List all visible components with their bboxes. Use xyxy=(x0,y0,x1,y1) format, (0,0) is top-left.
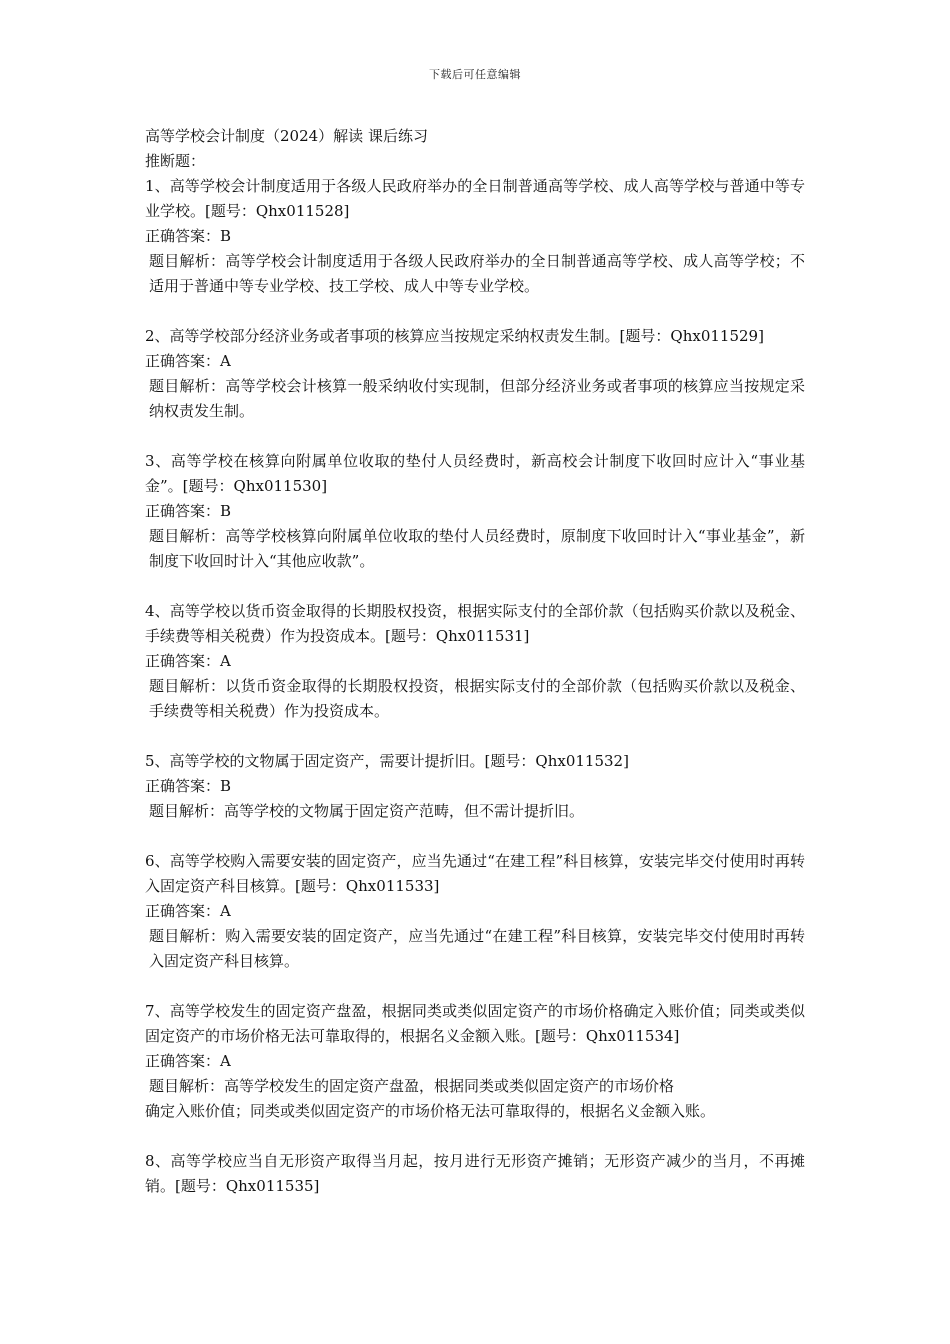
answer-text: 正确答案：A xyxy=(145,902,231,920)
analysis-text: 题目解析：以货币资金取得的长期股权投资，根据实际支付的全部价款（包括购买价款以及税金、手续费等相关税费）作为投资成本。 xyxy=(149,677,805,720)
document-title: 高等学校会计制度（2024）解读 课后练习 xyxy=(145,127,428,145)
question-text: 2、高等学校部分经济业务或者事项的核算应当按规定采纳权责发生制。[题号：Qhx011529] xyxy=(145,327,764,345)
analysis-text: 题目解析：高等学校会计核算一般采纳收付实现制，但部分经济业务或者事项的核算应当按规定采纳权责发生制。 xyxy=(149,377,805,420)
analysis-text: 题目解析：高等学校的文物属于固定资产范畴，但不需计提折旧。 xyxy=(149,802,585,820)
question-text: 5、高等学校的文物属于固定资产，需要计提折旧。[题号：Qhx011532] xyxy=(145,752,629,770)
question-item-6 xyxy=(145,849,805,974)
page-header: 下载后可任意编辑 xyxy=(429,68,521,81)
question-text: 6、高等学校购入需要安装的固定资产，应当先通过“在建工程”科目核算，安装完毕交付使用时再转入固定资产科目核算。[题号：Qhx011533] xyxy=(145,852,805,895)
answer-text: 正确答案：B xyxy=(145,777,232,795)
question-item-3 xyxy=(145,449,805,574)
question-text: 4、高等学校以货币资金取得的长期股权投资，根据实际支付的全部价款（包括购买价款以及税金、手续费等相关税费）作为投资成本。[题号：Qhx011531] xyxy=(145,602,805,645)
analysis-text: 题目解析：高等学校核算向附属单位收取的垫付人员经费时，原制度下收回时计入“事业基金”，新制度下收回时计入“其他应收款”。 xyxy=(149,527,805,570)
question-item-4 xyxy=(145,599,805,724)
document-body xyxy=(145,124,805,1224)
question-item-5 xyxy=(145,749,805,824)
question-text: 8、高等学校应当自无形资产取得当月起，按月进行无形资产摊销；无形资产减少的当月，不再摊销。[题号：Qhx011535] xyxy=(145,1152,805,1195)
answer-text: 正确答案：A xyxy=(145,352,231,370)
section-heading: 推断题： xyxy=(145,152,206,170)
question-item-1 xyxy=(145,174,805,299)
question-text: 1、高等学校会计制度适用于各级人民政府举办的全日制普通高等学校、成人高等学校与普通中等专业学校。[题号：Qhx011528] xyxy=(145,177,805,220)
question-item-8 xyxy=(145,1149,805,1199)
answer-text: 正确答案：B xyxy=(145,227,232,245)
answer-text: 正确答案：A xyxy=(145,652,231,670)
answer-text: 正确答案：B xyxy=(145,502,232,520)
question-text: 3、高等学校在核算向附属单位收取的垫付人员经费时，新高校会计制度下收回时应计入“事业基金”。[题号：Qhx011530] xyxy=(145,452,805,495)
question-text: 7、高等学校发生的固定资产盘盈，根据同类或类似固定资产的市场价格确定入账价值；同类或类似固定资产的市场价格无法可靠取得的，根据名义金额入账。[题号：Qhx011534] xyxy=(145,1002,805,1045)
analysis-text: 题目解析：购入需要安装的固定资产，应当先通过“在建工程”科目核算，安装完毕交付使用时再转入固定资产科目核算。 xyxy=(149,927,805,970)
analysis-text: 题目解析：高等学校会计制度适用于各级人民政府举办的全日制普通高等学校、成人高等学校；不适用于普通中等专业学校、技工学校、成人中等专业学校。 xyxy=(149,252,805,295)
question-item-7 xyxy=(145,999,805,1124)
analysis-text-line-2: 确定入账价值；同类或类似固定资产的市场价格无法可靠取得的，根据名义金额入账。 xyxy=(145,1102,716,1120)
answer-text: 正确答案：A xyxy=(145,1052,231,1070)
analysis-text-line-1: 题目解析：高等学校发生的固定资产盘盈，根据同类或类似固定资产的市场价格 xyxy=(149,1077,675,1095)
question-item-2 xyxy=(145,324,805,424)
